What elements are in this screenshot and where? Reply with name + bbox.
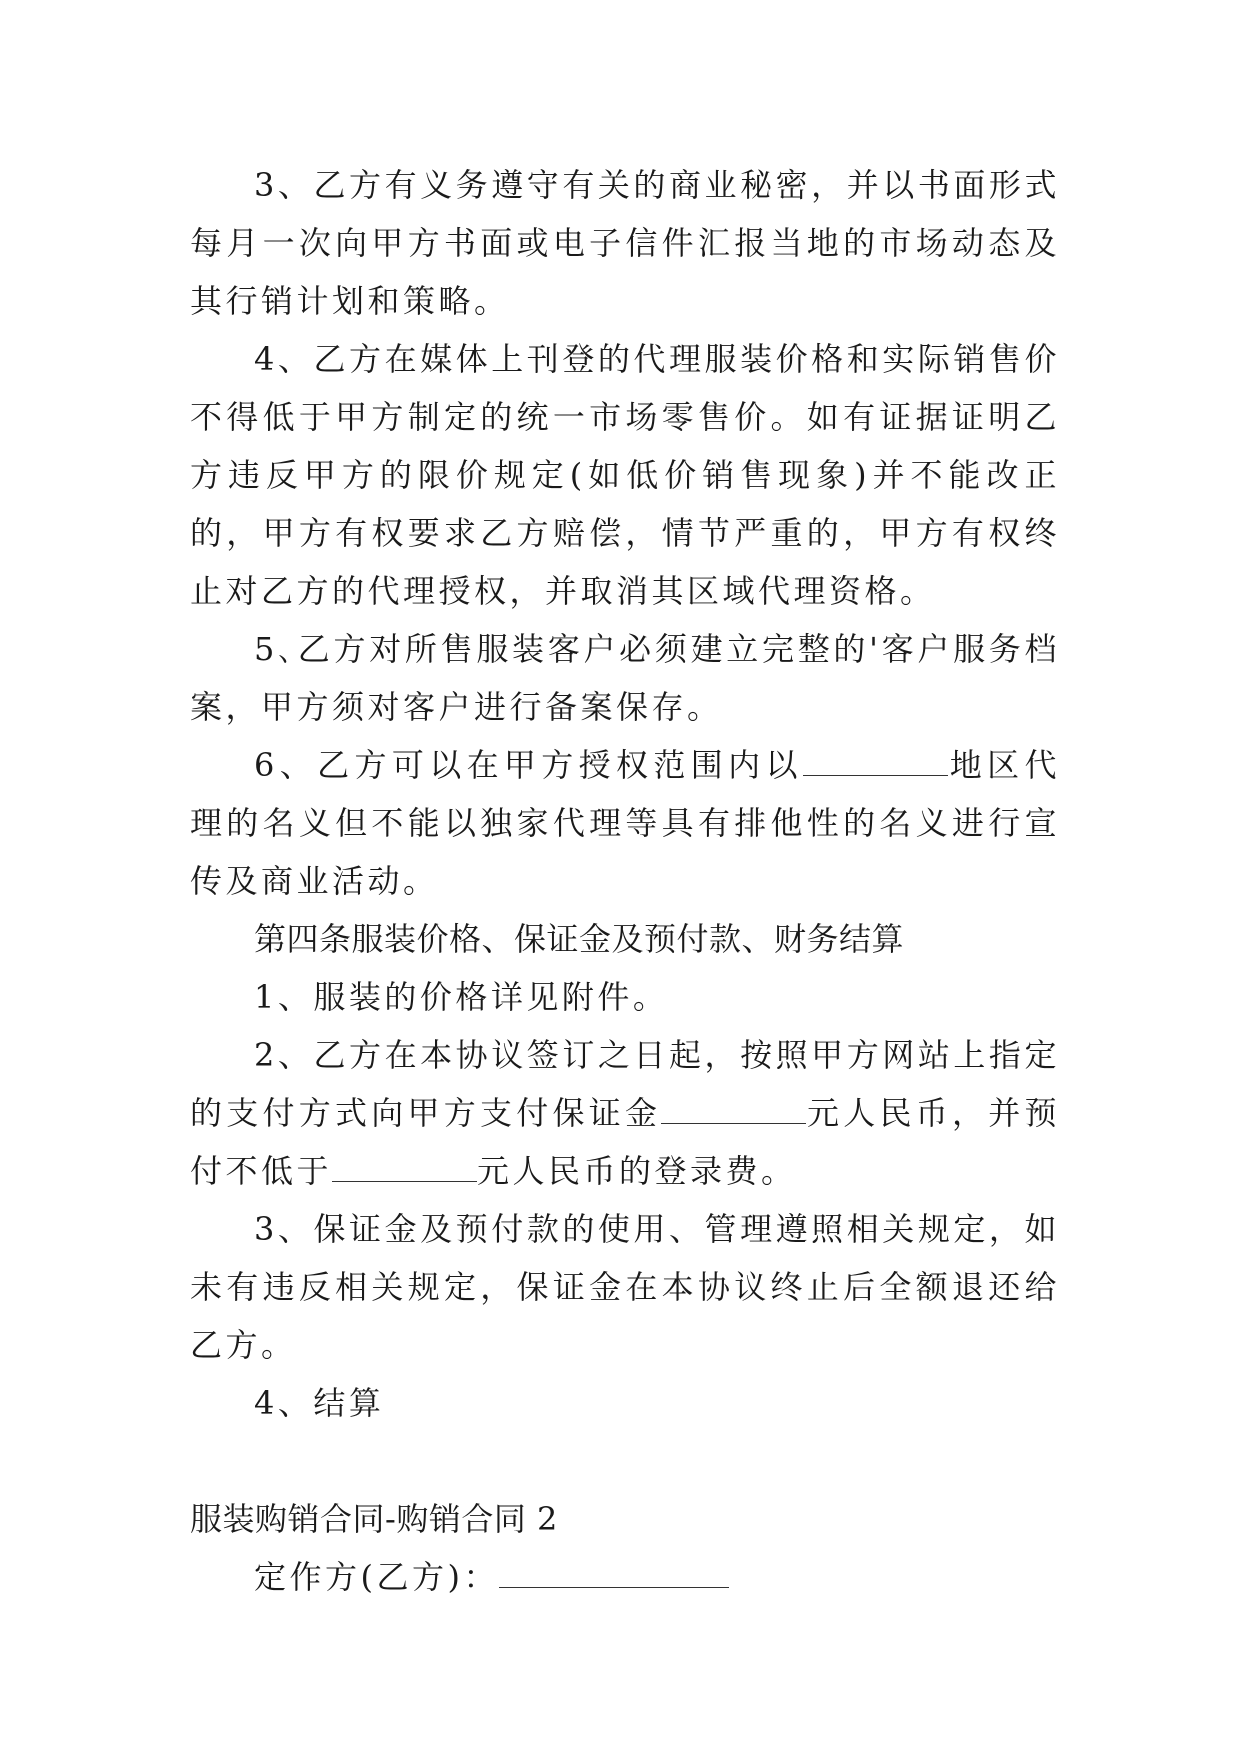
item-2-text-2: 元人民币，并预付不低于 xyxy=(190,1094,1060,1190)
article-4-item-3: 3、保证金及预付款的使用、管理遵照相关规定，如未有违反相关规定，保证金在本协议终止后全额退还给乙方。 xyxy=(190,1210,1060,1364)
contractor-line xyxy=(190,1548,1060,1606)
document-body xyxy=(190,156,1060,1606)
article-4-item-1: 1、服装的价格详见附件。 xyxy=(254,978,669,1016)
contractor-name-blank xyxy=(499,1553,729,1588)
item-2-text-3: 元人民币的登录费。 xyxy=(477,1152,797,1190)
section-gap xyxy=(190,1432,1060,1490)
clause-5: 5､乙方对所售服装客户必须建立完整的'客户服务档案，甲方须对客户进行备案保存。 xyxy=(190,630,1060,726)
region-blank xyxy=(803,741,948,776)
contractor-label: 定作方(乙方)： xyxy=(254,1558,499,1596)
clause-6 xyxy=(190,736,1060,910)
article-4-heading: 第四条服装价格、保证金及预付款、财务结算 xyxy=(254,920,905,958)
article-4-item-2 xyxy=(190,1026,1060,1200)
clause-4: 4、乙方在媒体上刊登的代理服装价格和实际销售价不得低于甲方制定的统一市场零售价。如有证据证明乙方违反甲方的限价规定(如低价销售现象)并不能改正的，甲方有权要求乙方赔偿，情节严重的，甲方有权终止对乙方的代理授权，并取消其区域代理资格。 xyxy=(190,340,1060,610)
article-4-item-4: 4、结算 xyxy=(254,1384,385,1422)
clause-3: 3、乙方有义务遵守有关的商业秘密，并以书面形式每月一次向甲方书面或电子信件汇报当地的市场动态及其行销计划和策略。 xyxy=(190,166,1060,320)
item-2-text-1: 2、乙方在本协议签订之日起，按照甲方网站上指定的支付方式向甲方支付保证金 xyxy=(190,1036,1060,1132)
deposit-amount-blank xyxy=(661,1089,806,1124)
registration-fee-blank xyxy=(332,1147,477,1182)
clause-6-text-before: 6、乙方可以在甲方授权范围内以 xyxy=(254,746,803,784)
section-2-title: 服装购销合同-购销合同 2 xyxy=(190,1500,558,1538)
clause-6-text-after: 地区代理的名义但不能以独家代理等具有排他性的名义进行宣传及商业活动。 xyxy=(190,746,1060,900)
